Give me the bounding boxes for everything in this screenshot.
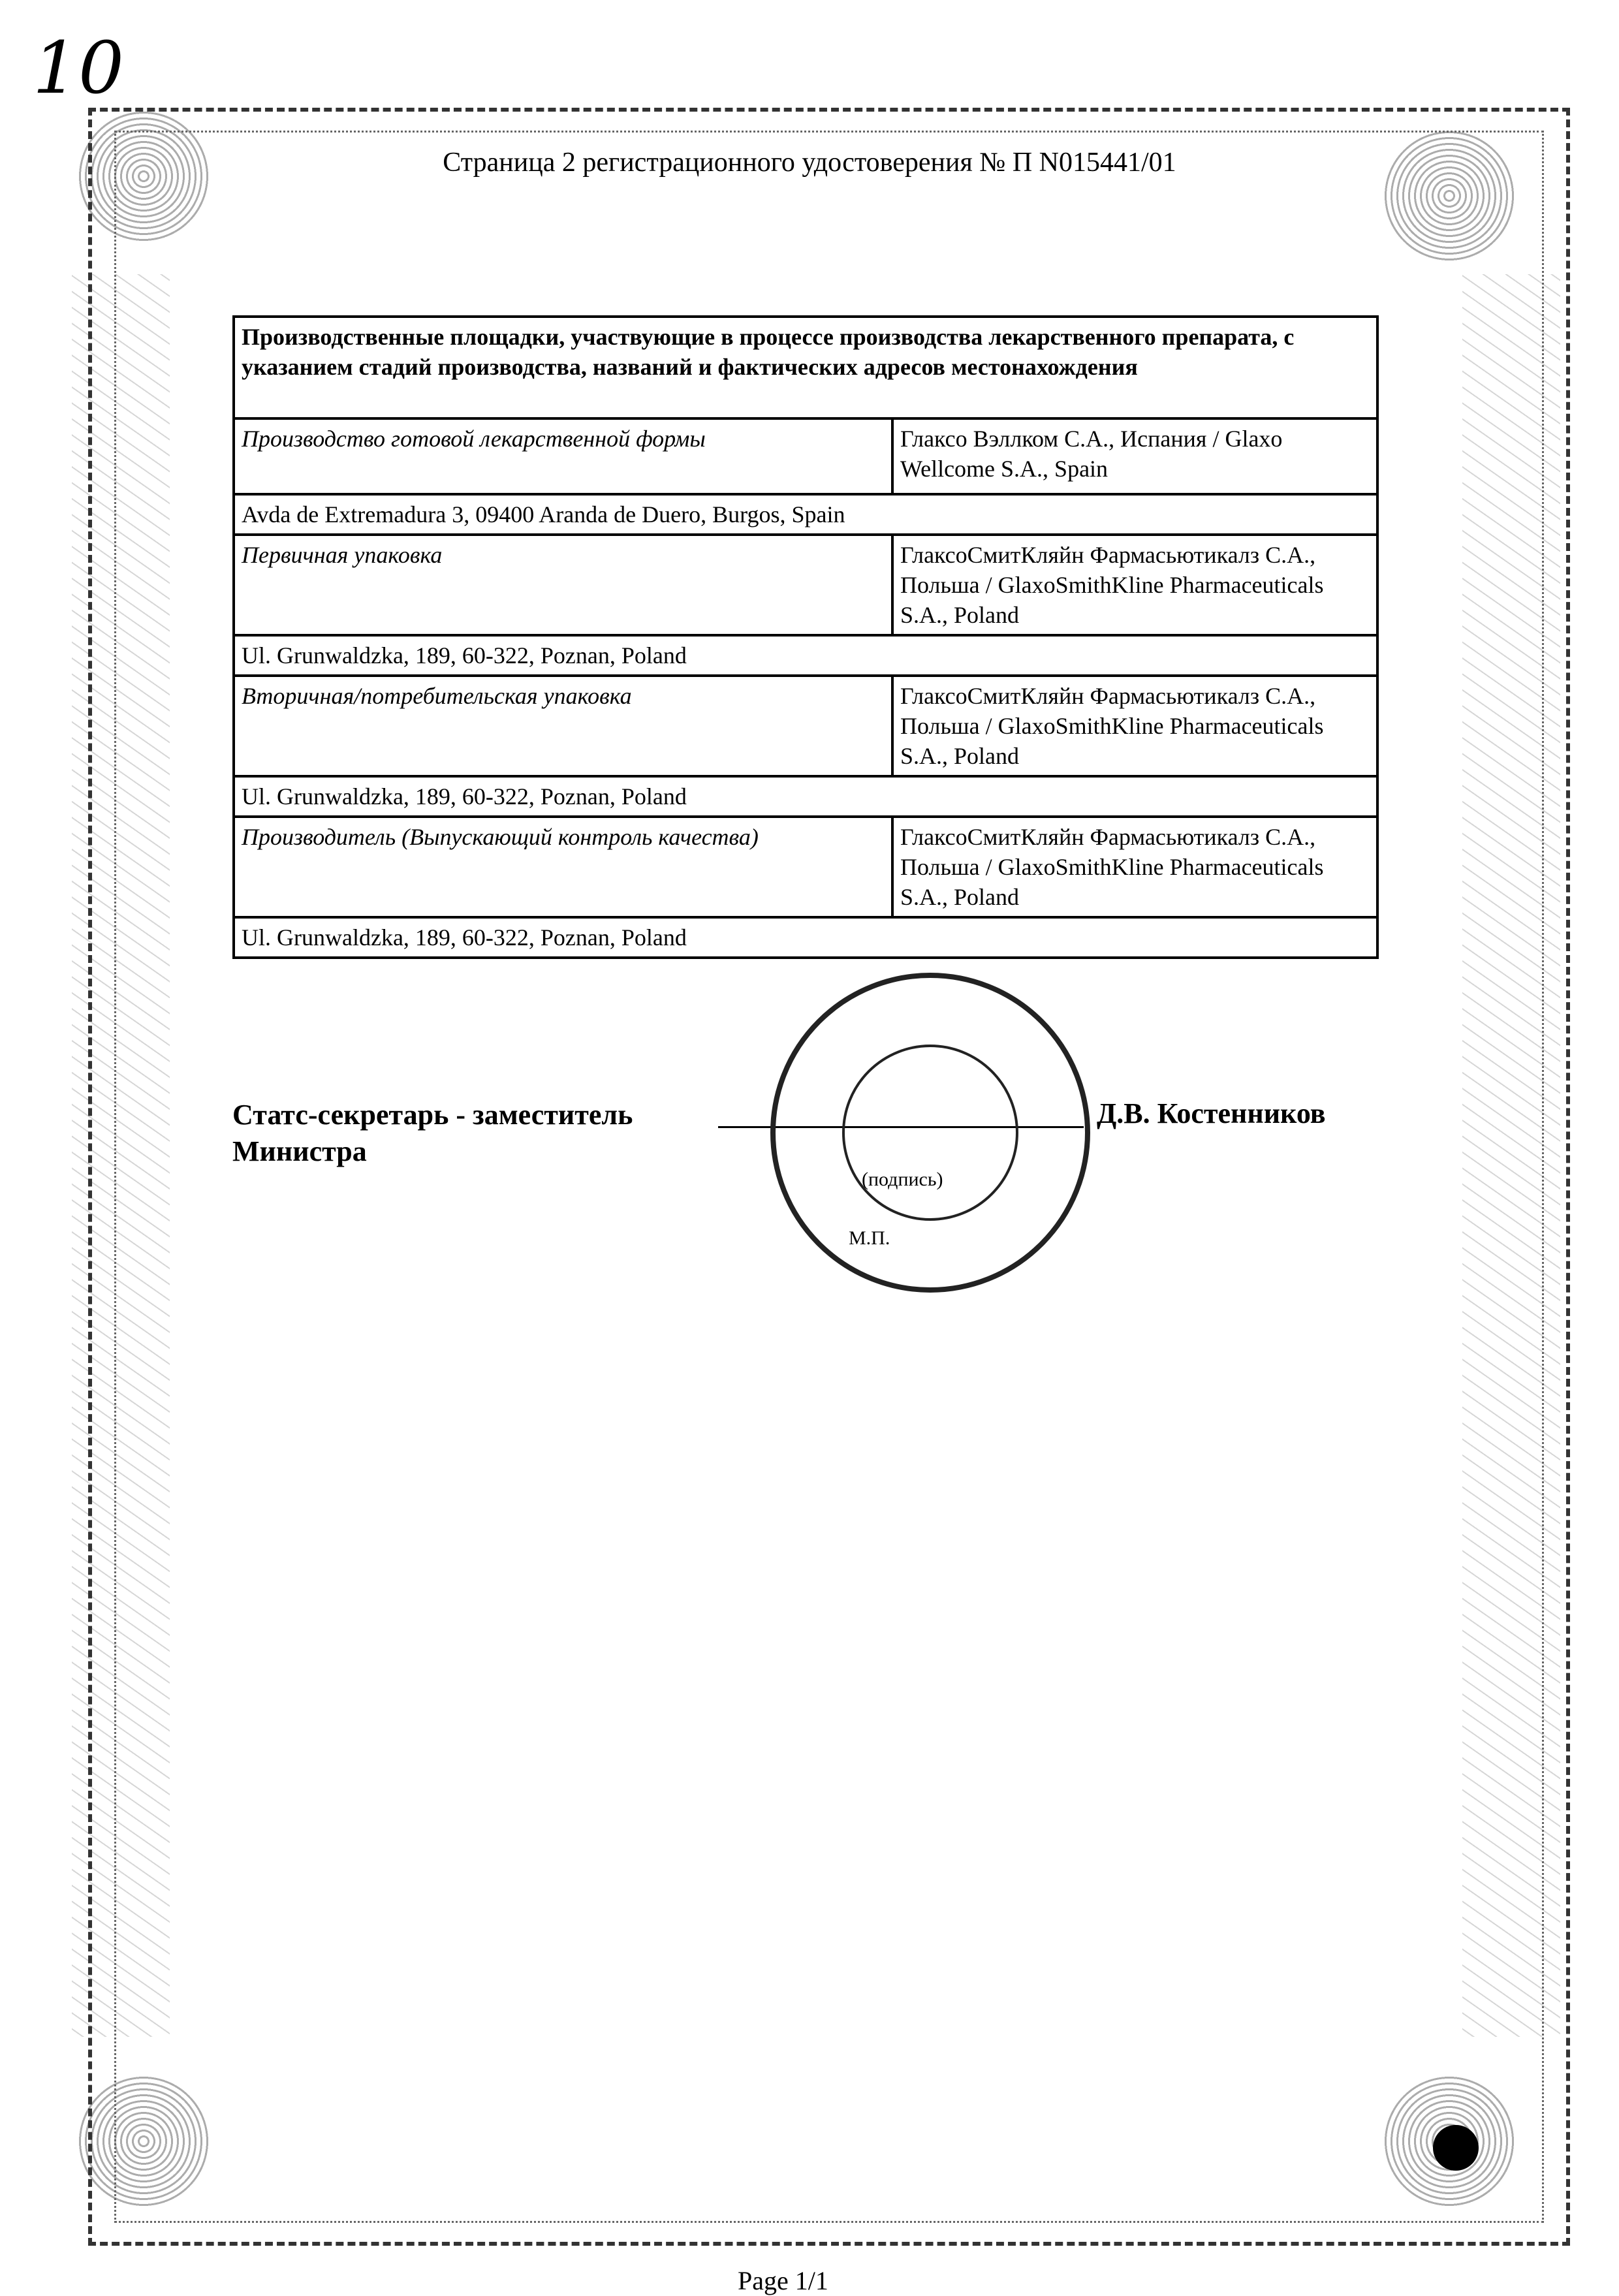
company-cell: ГлаксоСмитКляйн Фармасьютикалз С.А., Польша / GlaxoSmithKline Pharmaceuticals S.A., Poland: [892, 535, 1377, 635]
stage-cell: Первичная упаковка: [234, 535, 892, 635]
table-row: [234, 676, 1377, 776]
company-cell: ГлаксоСмитКляйн Фармасьютикалз С.А., Польша / GlaxoSmithKline Pharmaceuticals S.A., Poland: [892, 676, 1377, 776]
address-cell: Ul. Grunwaldzka, 189, 60-322, Poznan, Poland: [234, 917, 1377, 958]
production-sites-table: [232, 315, 1379, 959]
stage-cell: Производство готовой лекарственной формы: [234, 418, 892, 494]
address-cell: Avda de Extremadura 3, 09400 Aranda de Duero, Burgos, Spain: [234, 494, 1377, 535]
company-cell: Глаксо Вэллком С.А., Испания / Glaxo Wellcome S.A., Spain: [892, 418, 1377, 494]
podpis-label: (подпись): [862, 1169, 943, 1190]
table-header: Производственные площадки, участвующие в процессе производства лекарственного препарата, с указанием стадий производства, названий и фактических адресов местонахождения: [234, 317, 1377, 418]
table-row: [234, 535, 1377, 635]
punch-hole-mark: [1433, 2125, 1479, 2171]
stage-cell: Вторичная/потребительская упаковка: [234, 676, 892, 776]
position-line2: Министра: [232, 1135, 367, 1167]
stage-cell: Производитель (Выпускающий контроль качества): [234, 817, 892, 917]
table-row: [234, 817, 1377, 917]
signatory-name: Д.В. Костенников: [1097, 1097, 1326, 1129]
table-row: [234, 418, 1377, 494]
mp-label: М.П.: [849, 1227, 890, 1249]
stamp-inner-circle: [842, 1045, 1018, 1221]
page-title: Страница 2 регистрационного удостоверения № П N015441/01: [443, 148, 1176, 178]
position-line1: Статс-секретарь - заместитель: [232, 1099, 633, 1131]
address-cell: Ul. Grunwaldzka, 189, 60-322, Poznan, Poland: [234, 776, 1377, 817]
handwritten-page-number: 10: [33, 26, 124, 110]
company-cell: ГлаксоСмитКляйн Фармасьютикалз С.А., Польша / GlaxoSmithKline Pharmaceuticals S.A., Poland: [892, 817, 1377, 917]
page-footer: Page 1/1: [738, 2266, 828, 2295]
address-cell: Ul. Grunwaldzka, 189, 60-322, Poznan, Poland: [234, 635, 1377, 676]
signatory-position: [232, 1097, 633, 1170]
